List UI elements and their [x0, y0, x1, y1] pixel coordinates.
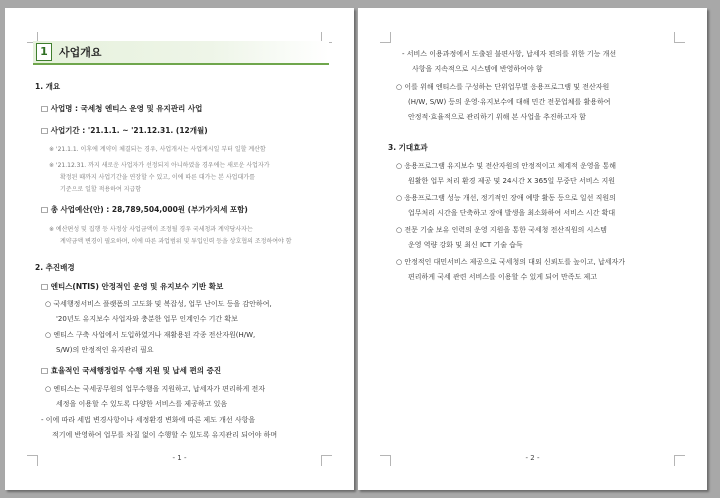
body-line: ○ 국세행정서비스 플랫폼의 고도화 및 복잡성, 업무 난이도 등을 감안하여, — [45, 300, 272, 308]
body-line: '20년도 유지보수 사업자와 충분한 업무 인계인수 기간 확보 — [56, 315, 238, 323]
body-line: ○ 엔티스 구축 사업에서 도입하였거나 재활용된 각종 전산자원(H/W, — [45, 331, 256, 339]
margin-corner-mark — [674, 32, 685, 43]
document-page-2 — [358, 8, 707, 490]
body-line: 원활한 업무 처리 환경 제공 및 24시간 X 365일 무중단 서비스 지원 — [408, 177, 616, 185]
body-line: ○ 안정적인 대민서비스 제공으로 국세청의 대외 신뢰도를 높이고, 납세자가 — [396, 258, 625, 266]
note-line: 확정된 때까지 사업기간을 연장할 수 있고, 이에 따른 대가는 본 사업대가를 — [60, 174, 255, 181]
document-page-1 — [5, 8, 354, 490]
body-line: ○ 이를 위해 엔티스를 구성하는 단위업무별 응용프로그램 및 전산자원 — [396, 83, 610, 91]
body-line: 세정을 이용할 수 있도록 다양한 서비스를 제공하고 있음 — [56, 400, 228, 408]
body-line: ○ 응용프로그램 성능 개선, 정기적인 장애 예방 활동 등으로 일선 직원의 — [396, 194, 616, 202]
body-line: S/W)의 안정적인 유지관리 필요 — [56, 346, 154, 354]
project-name: □ 사업명 : 국세청 엔티스 운영 및 유지관리 사업 — [41, 104, 203, 113]
section-title: 사업개요 — [59, 46, 102, 59]
page-number: - 1 - — [172, 454, 187, 462]
project-period: □ 사업기간 : '21.1.1. ~ '21.12.31. (12개월) — [41, 126, 208, 135]
body-line: 사항을 지속적으로 시스템에 반영하여야 함 — [412, 65, 543, 73]
heading-effects: 3. 기대효과 — [388, 143, 428, 152]
body-line: ○ 엔티스는 국세공무원의 업무수행을 지원하고, 납세자가 편리하게 전자 — [45, 385, 266, 393]
background-item: □ 엔티스(NTIS) 안정적인 운영 및 유지보수 기반 확보 — [41, 282, 224, 291]
body-line: (H/W, S/W) 등의 운영·유지보수에 대해 민간 전문업체를 활용하여 — [408, 98, 611, 106]
note-line: ※ 예산편성 및 집행 등 사정상 사업금액이 조정될 경우 국세청과 계약당사자는 — [49, 226, 253, 233]
body-line: 적기에 반영하여 업무를 차질 없이 수행할 수 있도록 유지관리 되어야 하며 — [52, 431, 278, 439]
margin-corner-mark — [380, 32, 391, 43]
body-line: 편리하게 국세 관련 서비스를 이용할 수 있게 되어 만족도 제고 — [408, 273, 598, 281]
body-line: ○ 전문 기술 보유 인력의 운영 지원을 통한 국세청 전산직원의 시스템 — [396, 226, 607, 234]
note-line: ※ '21.12.31. 까지 새로운 사업자가 선정되지 아니하였을 경우에는 새로운 사업자가 — [49, 162, 270, 169]
note-line: 기준으로 일할 적용하여 지급함 — [60, 186, 142, 193]
body-line: 안정적·효율적으로 관리하기 위해 본 사업을 추진하고자 함 — [408, 113, 586, 121]
background-item: □ 효율적인 국세행정업무 수행 지원 및 납세 편의 증진 — [41, 366, 222, 375]
note-line: ※ '21.1.1. 이후에 계약이 체결되는 경우, 사업개시는 사업계시일 부터 일할 계산함 — [49, 146, 266, 153]
body-line: 운영 역량 강화 및 최신 ICT 기술 습득 — [408, 241, 523, 249]
note-line: 계약금액 변경이 필요하며, 이에 따른 과업범위 및 투입인력 등을 상호협의 조정하여야 함 — [60, 238, 292, 245]
body-line: - 서비스 이용과정에서 도출된 불편사항, 납세자 편의를 위한 기능 개선 — [402, 50, 617, 58]
page-number: - 2 - — [525, 454, 540, 462]
body-line: 업무처리 시간을 단축하고 장애 발생을 최소화하여 서비스 시간 확대 — [408, 209, 616, 217]
heading-background: 2. 추진배경 — [35, 263, 75, 272]
section-number: 1 — [36, 43, 52, 61]
budget: □ 총 사업예산(안) : 28,789,504,000원 (부가가치세 포함) — [41, 205, 248, 214]
section-header — [33, 41, 329, 65]
heading-overview: 1. 개요 — [35, 82, 61, 91]
body-line: - 이에 따라 세법 변경사항이나 세정환경 변화에 따른 제도 개선 사항을 — [41, 416, 256, 424]
body-line: ○ 응용프로그램 유지보수 및 전산자원의 안정적이고 체계적 운영을 통해 — [396, 162, 617, 170]
